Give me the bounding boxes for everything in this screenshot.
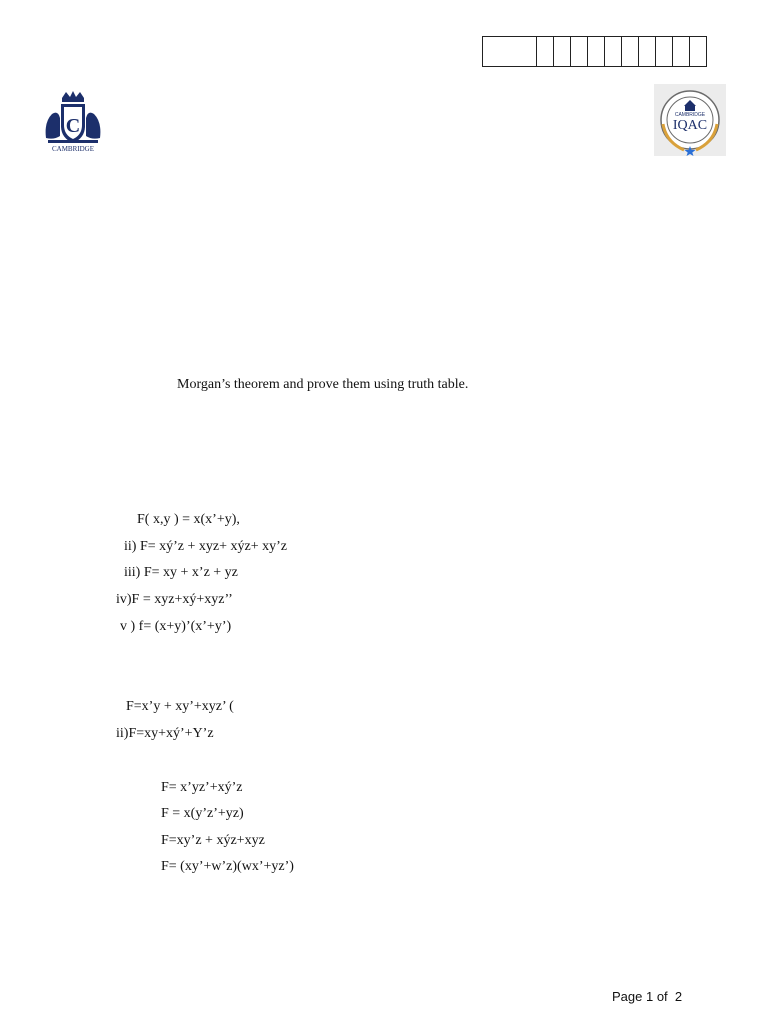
expression-item: F=x’y + xy’+xyz’ (: [126, 699, 234, 714]
usn-cell: [621, 37, 638, 66]
usn-cell: [483, 37, 536, 66]
right-logo-caption: IQAC: [672, 118, 708, 133]
expression-item: F= x’yz’+xý’z: [161, 780, 243, 795]
expression-item: iv)F = xyz+xý+xyz’’: [116, 592, 233, 607]
expression-item: v ) f= (x+y)’(x’+y’): [120, 619, 232, 634]
usn-cell: [587, 37, 604, 66]
expression-item: ii) F= xý’z + xyz+ xýz+ xy’z: [124, 539, 287, 554]
expression-item: F = x(y’z’+yz): [161, 806, 244, 821]
expression-item: F( x,y ) = x(x’+y),: [137, 512, 240, 527]
question-fragment: Morgan’s theorem and prove them using truth table.: [177, 377, 469, 392]
usn-cell: [689, 37, 706, 66]
right-logo-subcaption: CAMBRIDGE: [674, 112, 706, 118]
iqac-seal-logo: [654, 84, 726, 156]
expression-item: F=xy’z + xýz+xyz: [161, 833, 265, 848]
usn-cell: [604, 37, 621, 66]
usn-cell: [655, 37, 672, 66]
cambridge-crest-logo: [38, 88, 108, 158]
expression-item: iii) F= xy + x’z + yz: [124, 565, 238, 580]
usn-cell: [638, 37, 655, 66]
svg-text:C: C: [65, 115, 81, 137]
usn-cell: [536, 37, 553, 66]
expression-item: ii)F=xy+xý’+Y’z: [116, 726, 214, 741]
usn-cell: [672, 37, 689, 66]
expression-item: F= (xy’+w’z)(wx’+yz’): [161, 859, 294, 874]
usn-cell: [553, 37, 570, 66]
page-number: Page 1 of 2: [612, 989, 683, 1004]
usn-entry-boxes: [482, 36, 707, 67]
left-logo-caption: CAMBRIDGE: [51, 145, 95, 153]
usn-cell: [570, 37, 587, 66]
